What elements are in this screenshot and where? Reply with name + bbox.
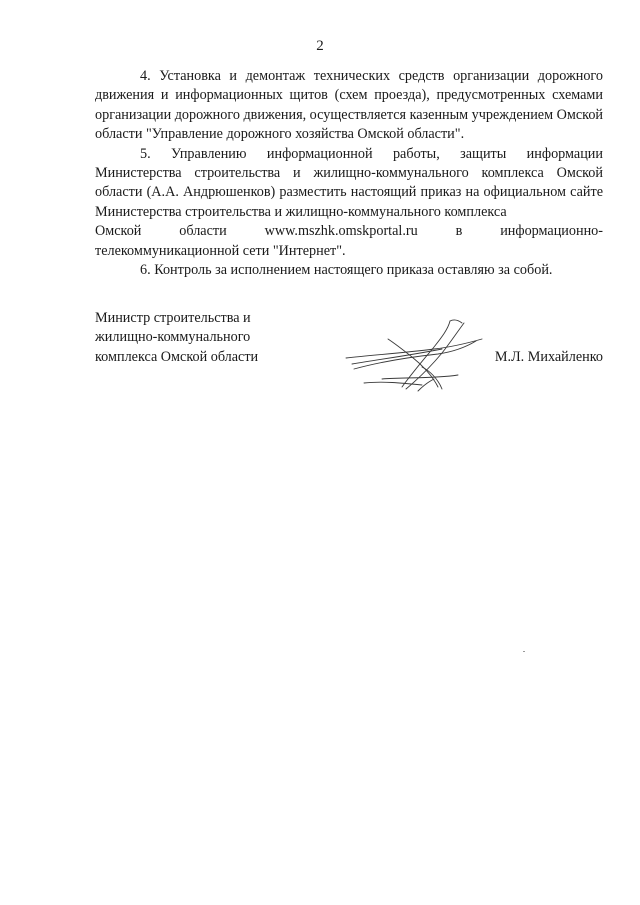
handwritten-signature: [342, 309, 492, 399]
scan-speck: [523, 651, 525, 652]
document-body: [95, 67, 603, 280]
signatory-title: [95, 309, 258, 367]
signatory-title-line-2: жилищно-коммунального: [95, 329, 251, 346]
website-url: www.mszhk.omskportal.ru: [264, 223, 418, 240]
page-number: 2: [316, 38, 324, 54]
paragraph-4: 4. Установка и демонтаж технических средств организации дорожного движения и информационных щитов (схем проезда), предусмотренных схемами организации дорожного движения, осуществляется казенным учреждением Омской области "Управление дорожного хозяйства Омской области".: [95, 68, 604, 143]
signatory-name: М.Л. Михайленко: [494, 348, 603, 365]
url-line-word-5: информационно-: [500, 223, 603, 240]
signatory-title-line-3: комплекса Омской области: [95, 348, 259, 365]
paragraph-5-url-line: [95, 222, 603, 241]
url-line-word-4: в: [455, 223, 463, 240]
url-line-word-2: области: [179, 223, 227, 240]
signatory-title-line-1: Министр строительства и: [95, 310, 251, 326]
paragraph-5-text: 5. Управлению информационной работы, защиты информации Министерства строительства и жилищно-коммунального комплекса Омской области (А.А. Андрюшенков) разместить настоящий приказ на официальном сайте Министерства строительства и жилищно-коммунального комплекса: [95, 145, 603, 220]
paragraph-5: [95, 145, 603, 261]
url-line-word-1: Омской: [95, 223, 142, 240]
paragraph-5-end: телекоммуникационной сети "Интернет".: [95, 242, 346, 259]
signature-block: [95, 309, 603, 399]
paragraph-6: 6. Контроль за исполнением настоящего приказа оставляю за собой.: [140, 262, 553, 279]
